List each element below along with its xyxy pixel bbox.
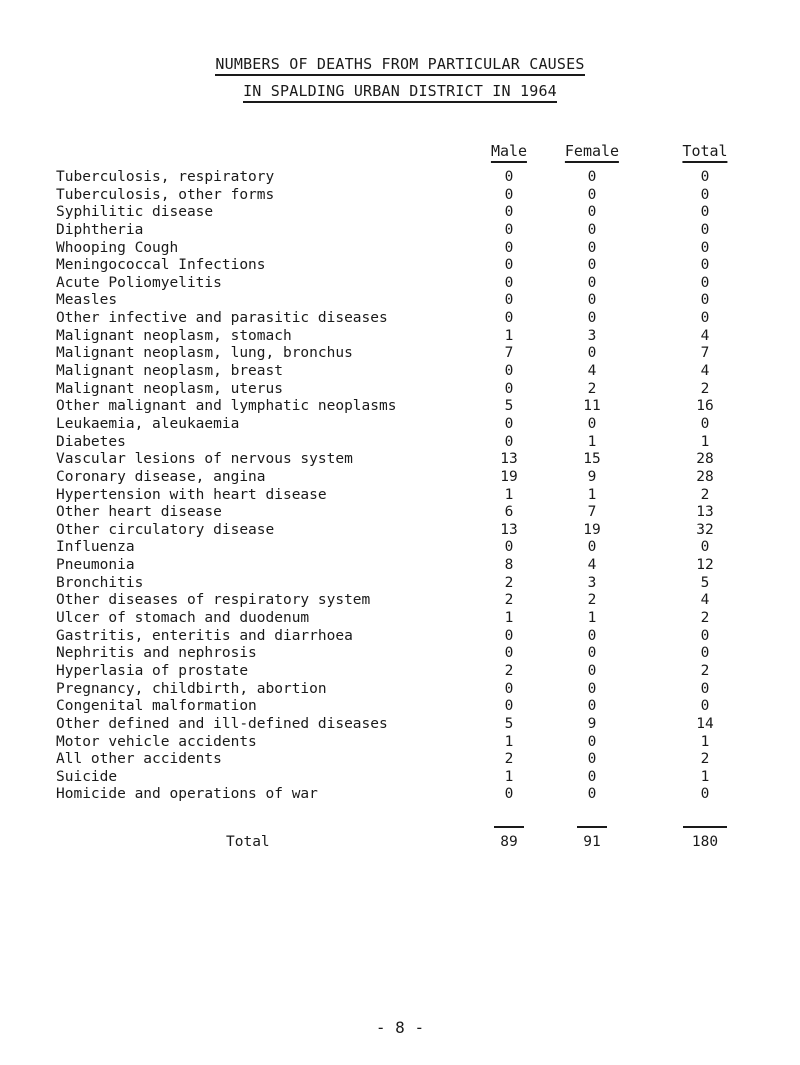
table-row <box>0 222 800 240</box>
table-row <box>0 275 800 293</box>
table-row <box>0 204 800 222</box>
row-female-count: 0 <box>587 345 597 362</box>
row-cause: Malignant neoplasm, lung, bronchus <box>56 345 353 362</box>
row-total-count: 0 <box>700 645 710 662</box>
row-total-count: 2 <box>700 662 710 679</box>
table-row <box>0 328 800 346</box>
row-total-count: 0 <box>700 221 710 238</box>
row-total-count: 28 <box>696 468 714 485</box>
row-female-count: 0 <box>587 274 597 291</box>
row-female-count: 2 <box>587 380 597 397</box>
table-row <box>0 257 800 275</box>
totals-male: 89 <box>500 834 518 850</box>
row-total-count: 0 <box>700 257 710 274</box>
row-female-count: 4 <box>587 557 597 574</box>
row-male-count: 0 <box>504 645 514 662</box>
row-female-count: 2 <box>587 592 597 609</box>
table-row <box>0 628 800 646</box>
row-female-count: 0 <box>587 751 597 768</box>
row-male-count: 0 <box>504 627 514 644</box>
row-female-count: 3 <box>587 327 597 344</box>
row-cause: Congenital malformation <box>56 698 257 715</box>
row-male-count: 0 <box>504 380 514 397</box>
row-male-count: 0 <box>504 292 514 309</box>
row-total-count: 5 <box>700 574 710 591</box>
row-male-count: 0 <box>504 169 514 185</box>
row-female-count: 0 <box>587 204 597 221</box>
row-female-count: 0 <box>587 680 597 697</box>
row-female-count: 0 <box>587 539 597 556</box>
row-female-count: 0 <box>587 186 597 203</box>
table-row <box>0 575 800 593</box>
row-cause: All other accidents <box>56 751 222 768</box>
table-row <box>0 292 800 310</box>
table-row <box>0 451 800 469</box>
male-total-rule <box>494 826 524 828</box>
row-male-count: 1 <box>504 610 514 627</box>
row-male-count: 0 <box>504 680 514 697</box>
row-female-count: 9 <box>587 715 597 732</box>
row-female-count: 0 <box>587 257 597 274</box>
row-cause: Motor vehicle accidents <box>56 733 257 750</box>
row-cause: Influenza <box>56 539 135 556</box>
row-cause: Nephritis and nephrosis <box>56 645 257 662</box>
row-total-count: 4 <box>700 327 710 344</box>
row-male-count: 0 <box>504 363 514 380</box>
row-total-count: 4 <box>700 363 710 380</box>
row-cause: Coronary disease, angina <box>56 468 266 485</box>
row-female-count: 0 <box>587 662 597 679</box>
row-cause: Other heart disease <box>56 504 222 521</box>
row-cause: Diabetes <box>56 433 126 450</box>
row-female-count: 1 <box>587 486 597 503</box>
row-total-count: 0 <box>700 292 710 309</box>
row-female-count: 15 <box>583 451 601 468</box>
row-female-count: 0 <box>587 292 597 309</box>
totals-female: 91 <box>583 834 601 850</box>
female-total-rule <box>577 826 607 828</box>
row-total-count: 0 <box>700 698 710 715</box>
row-cause: Other malignant and lymphatic neoplasms <box>56 398 397 415</box>
row-female-count: 4 <box>587 363 597 380</box>
row-female-count: 0 <box>587 310 597 327</box>
row-total-count: 1 <box>700 733 710 750</box>
document-title <box>0 55 800 103</box>
row-female-count: 0 <box>587 733 597 750</box>
row-male-count: 0 <box>504 204 514 221</box>
row-female-count: 0 <box>587 627 597 644</box>
row-male-count: 0 <box>504 539 514 556</box>
row-cause: Acute Poliomyelitis <box>56 274 222 291</box>
row-cause: Pneumonia <box>56 557 135 574</box>
title-line-1: NUMBERS OF DEATHS FROM PARTICULAR CAUSES <box>215 55 584 76</box>
row-cause: Other defined and ill-defined diseases <box>56 715 388 732</box>
row-total-count: 12 <box>696 557 714 574</box>
totals-total: 180 <box>691 834 719 850</box>
row-male-count: 2 <box>504 751 514 768</box>
row-total-count: 1 <box>700 768 710 785</box>
row-cause: Syphilitic disease <box>56 204 214 221</box>
row-female-count: 9 <box>587 468 597 485</box>
row-female-count: 19 <box>583 521 601 538</box>
row-total-count: 4 <box>700 592 710 609</box>
row-total-count: 28 <box>696 451 714 468</box>
row-male-count: 2 <box>504 574 514 591</box>
row-total-count: 14 <box>696 715 714 732</box>
row-female-count: 0 <box>587 221 597 238</box>
table-row <box>0 716 800 734</box>
row-total-count: 2 <box>700 380 710 397</box>
totals-row <box>0 832 800 852</box>
table-row <box>0 592 800 610</box>
row-male-count: 5 <box>504 715 514 732</box>
header-total: Total <box>682 142 727 163</box>
row-male-count: 1 <box>504 327 514 344</box>
table-row <box>0 698 800 716</box>
row-male-count: 1 <box>504 733 514 750</box>
row-female-count: 1 <box>587 610 597 627</box>
row-total-count: 0 <box>700 680 710 697</box>
table-row <box>0 381 800 399</box>
row-total-count: 0 <box>700 310 710 327</box>
row-cause: Meningococcal Infections <box>56 257 266 274</box>
row-female-count: 0 <box>587 415 597 432</box>
row-female-count: 0 <box>587 169 597 185</box>
row-male-count: 0 <box>504 221 514 238</box>
table-row <box>0 751 800 769</box>
row-cause: Gastritis, enteritis and diarrhoea <box>56 627 353 644</box>
row-male-count: 1 <box>504 768 514 785</box>
row-female-count: 0 <box>587 239 597 256</box>
table-row <box>0 398 800 416</box>
row-male-count: 0 <box>504 274 514 291</box>
row-total-count: 0 <box>700 415 710 432</box>
row-total-count: 0 <box>700 186 710 203</box>
row-male-count: 0 <box>504 433 514 450</box>
table-row <box>0 557 800 575</box>
row-total-count: 0 <box>700 786 710 803</box>
row-male-count: 0 <box>504 786 514 803</box>
row-female-count: 0 <box>587 786 597 803</box>
row-cause: Tuberculosis, respiratory <box>56 169 275 185</box>
row-male-count: 7 <box>504 345 514 362</box>
table-row <box>0 240 800 258</box>
row-male-count: 0 <box>504 310 514 327</box>
row-cause: Malignant neoplasm, uterus <box>56 380 283 397</box>
row-cause: Leukaemia, aleukaemia <box>56 415 240 432</box>
row-cause: Measles <box>56 292 118 309</box>
row-male-count: 5 <box>504 398 514 415</box>
row-total-count: 7 <box>700 345 710 362</box>
table-row <box>0 610 800 628</box>
row-cause: Homicide and operations of war <box>56 786 318 803</box>
header-male: Male <box>491 142 527 163</box>
row-female-count: 0 <box>587 698 597 715</box>
table-row <box>0 734 800 752</box>
row-male-count: 13 <box>500 451 518 468</box>
table-row <box>0 345 800 363</box>
row-total-count: 0 <box>700 274 710 291</box>
row-female-count: 0 <box>587 645 597 662</box>
row-total-count: 13 <box>696 504 714 521</box>
row-cause: Other circulatory disease <box>56 521 275 538</box>
row-male-count: 0 <box>504 698 514 715</box>
row-total-count: 0 <box>700 204 710 221</box>
row-male-count: 0 <box>504 257 514 274</box>
table-row <box>0 663 800 681</box>
table-row <box>0 504 800 522</box>
row-total-count: 2 <box>700 610 710 627</box>
row-female-count: 11 <box>583 398 601 415</box>
row-female-count: 0 <box>587 768 597 785</box>
row-cause: Diphtheria <box>56 221 144 238</box>
row-male-count: 2 <box>504 592 514 609</box>
row-cause: Other diseases of respiratory system <box>56 592 371 609</box>
row-total-count: 2 <box>700 751 710 768</box>
page-number: - 8 - <box>375 1018 425 1037</box>
title-line-2: IN SPALDING URBAN DISTRICT IN 1964 <box>243 82 557 103</box>
table-row <box>0 416 800 434</box>
table-row <box>0 310 800 328</box>
column-headers <box>0 142 800 164</box>
total-total-rule <box>683 826 727 828</box>
row-total-count: 0 <box>700 539 710 556</box>
row-cause: Suicide <box>56 768 118 785</box>
header-female: Female <box>565 142 619 163</box>
table-row <box>0 434 800 452</box>
table-row <box>0 786 800 804</box>
row-male-count: 1 <box>504 486 514 503</box>
row-cause: Ulcer of stomach and duodenum <box>56 610 310 627</box>
row-male-count: 8 <box>504 557 514 574</box>
row-cause: Vascular lesions of nervous system <box>56 451 353 468</box>
row-male-count: 2 <box>504 662 514 679</box>
row-total-count: 0 <box>700 627 710 644</box>
table-row <box>0 645 800 663</box>
totals-label: Total <box>226 834 270 850</box>
row-cause: Pregnancy, childbirth, abortion <box>56 680 327 697</box>
table-row <box>0 169 800 187</box>
row-female-count: 1 <box>587 433 597 450</box>
table-row <box>0 522 800 540</box>
row-male-count: 13 <box>500 521 518 538</box>
row-female-count: 7 <box>587 504 597 521</box>
row-cause: Whooping Cough <box>56 239 179 256</box>
row-male-count: 0 <box>504 415 514 432</box>
row-total-count: 0 <box>700 169 710 185</box>
row-male-count: 19 <box>500 468 518 485</box>
table-row <box>0 187 800 205</box>
row-cause: Hypertension with heart disease <box>56 486 327 503</box>
row-male-count: 0 <box>504 239 514 256</box>
row-male-count: 0 <box>504 186 514 203</box>
row-male-count: 6 <box>504 504 514 521</box>
table-row <box>0 539 800 557</box>
row-cause: Hyperlasia of prostate <box>56 662 249 679</box>
row-cause: Malignant neoplasm, breast <box>56 363 283 380</box>
table-row <box>0 769 800 787</box>
row-cause: Bronchitis <box>56 574 144 591</box>
row-total-count: 1 <box>700 433 710 450</box>
row-total-count: 16 <box>696 398 714 415</box>
row-total-count: 2 <box>700 486 710 503</box>
row-female-count: 3 <box>587 574 597 591</box>
row-cause: Tuberculosis, other forms <box>56 186 275 203</box>
row-total-count: 32 <box>696 521 714 538</box>
table-row <box>0 363 800 381</box>
causes-table <box>0 169 800 804</box>
table-row <box>0 487 800 505</box>
row-total-count: 0 <box>700 239 710 256</box>
row-cause: Malignant neoplasm, stomach <box>56 327 292 344</box>
table-row <box>0 681 800 699</box>
table-row <box>0 469 800 487</box>
row-cause: Other infective and parasitic diseases <box>56 310 388 327</box>
